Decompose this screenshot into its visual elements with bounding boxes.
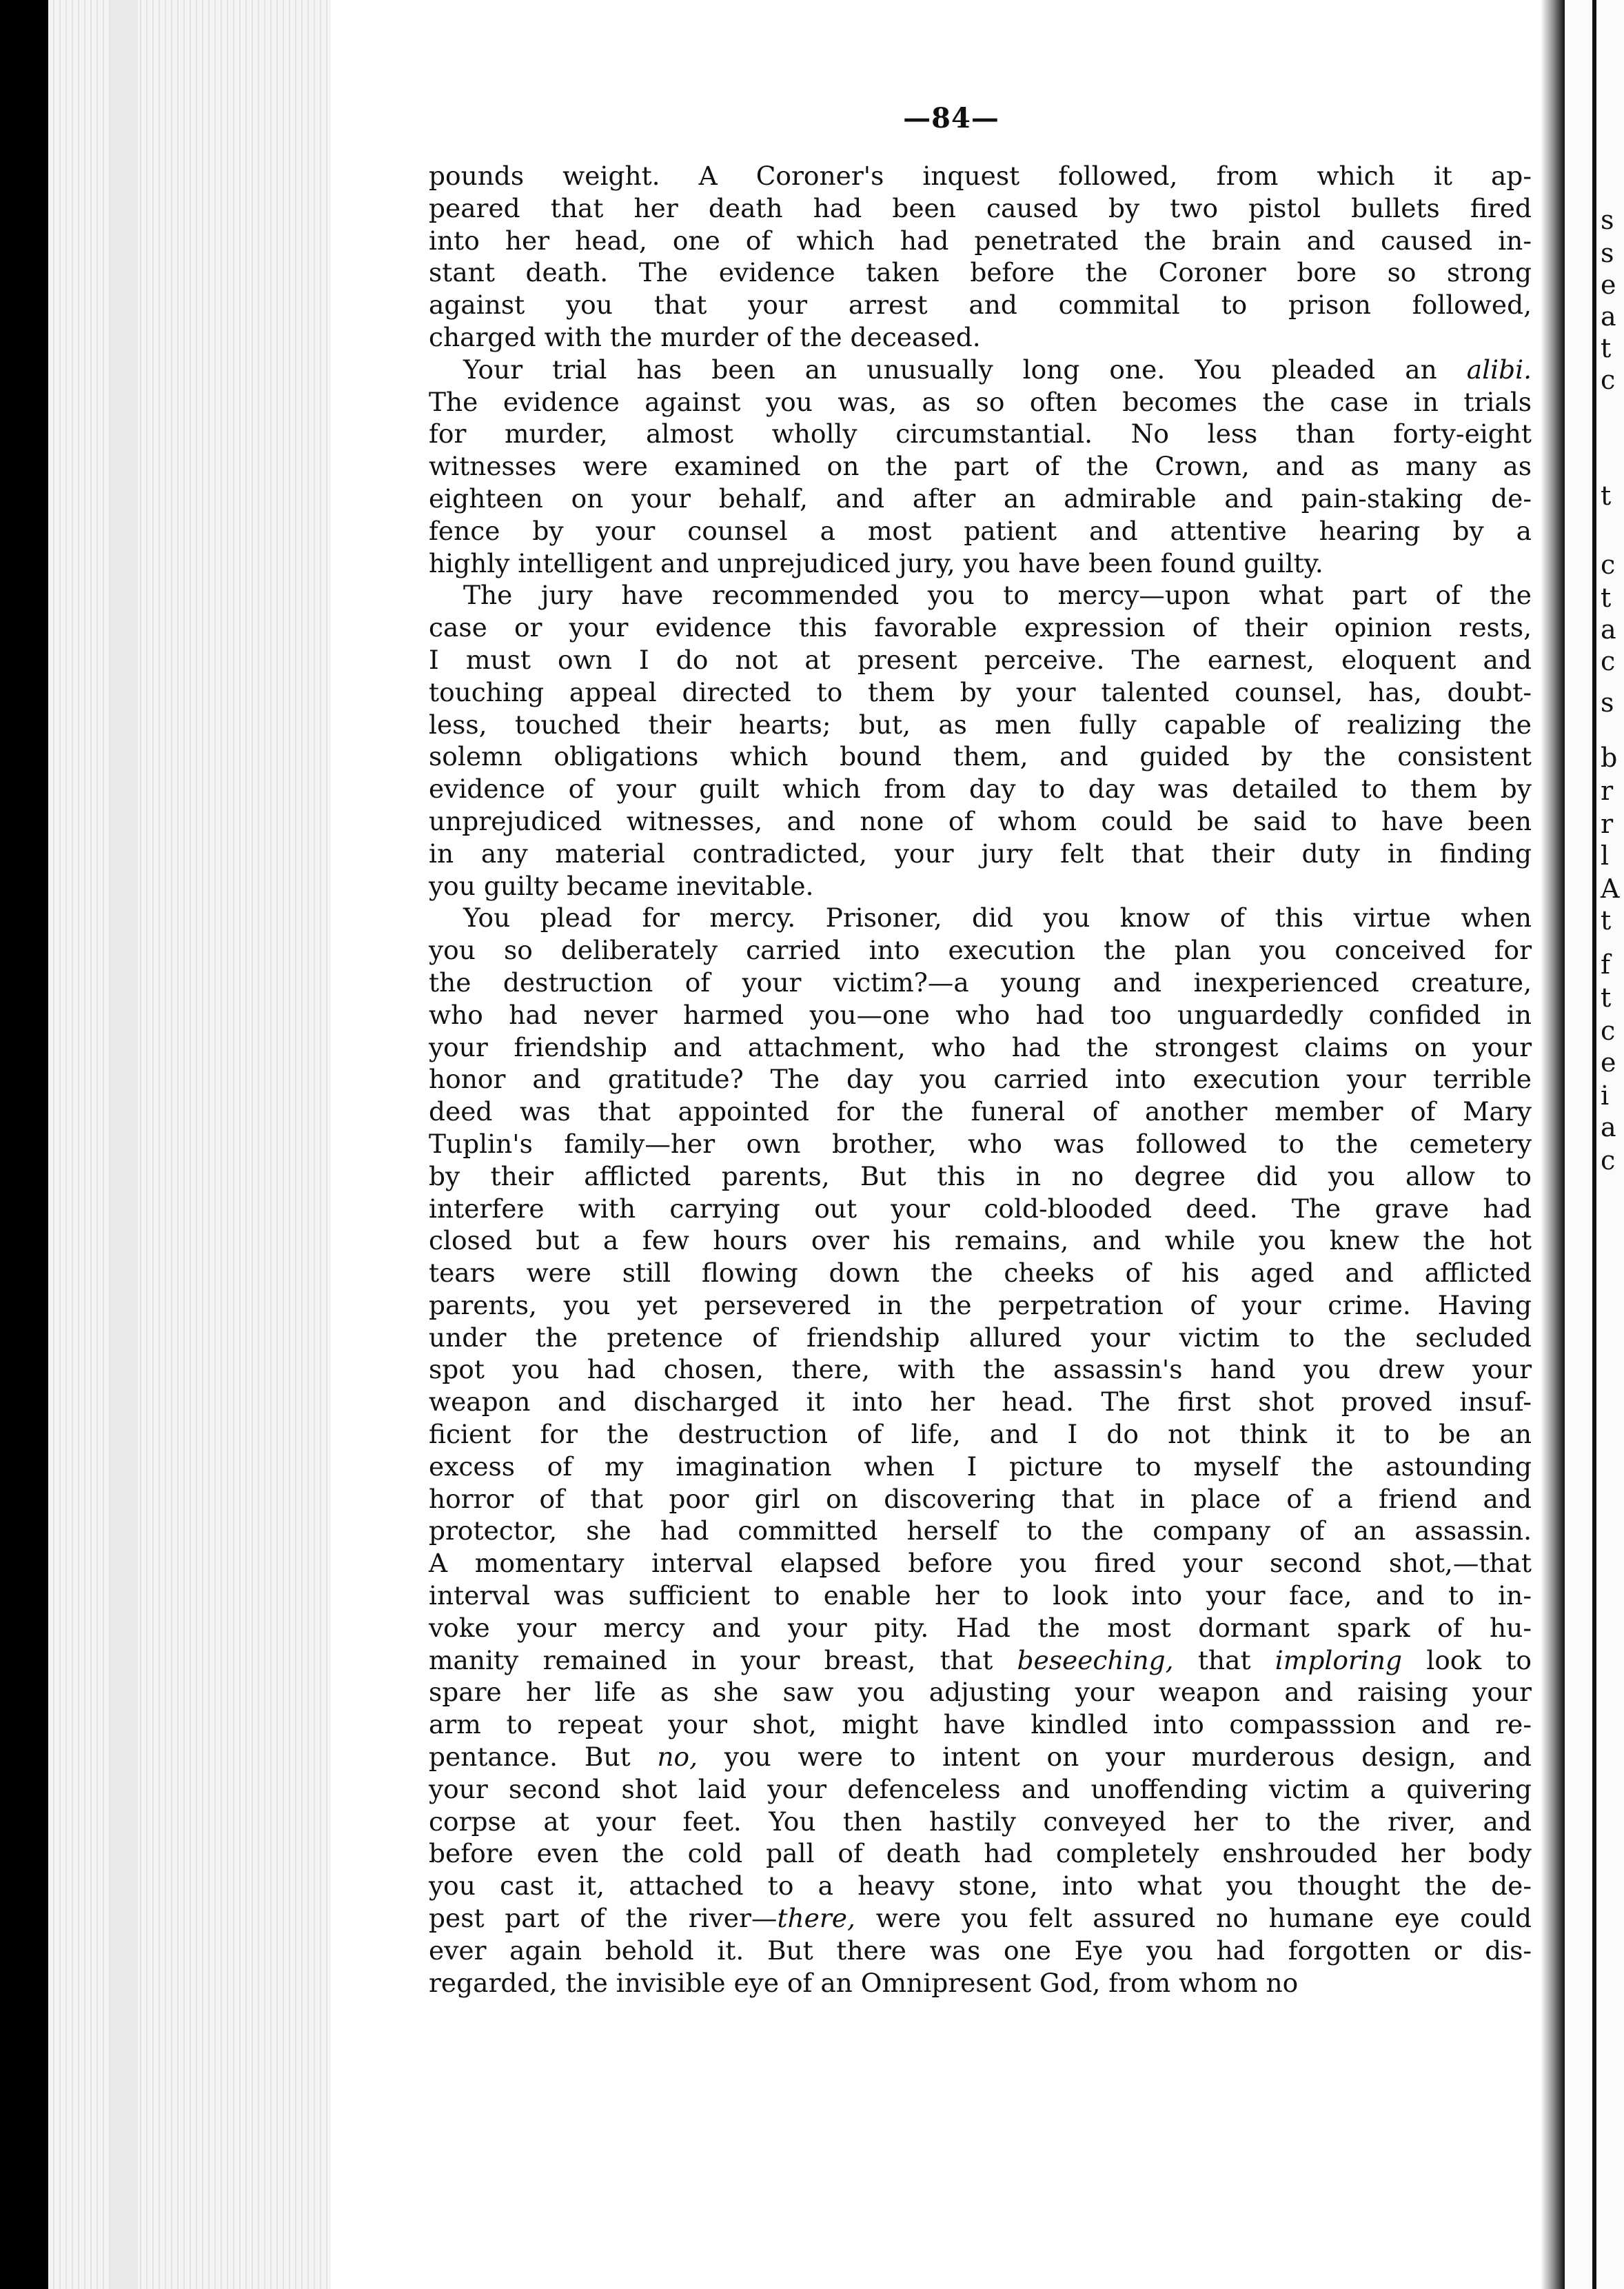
facing-page-letter: r bbox=[1601, 776, 1614, 806]
italic-word: imploring bbox=[1275, 1644, 1402, 1675]
text-line: spare her life as she saw you adjusting your weapon and raising your bbox=[429, 1677, 1532, 1708]
facing-page-letter: e bbox=[1601, 270, 1616, 300]
text-line: unprejudiced witnesses, and none of whom could be said to have been bbox=[429, 805, 1532, 836]
facing-page-letter: e bbox=[1601, 1047, 1616, 1078]
text-line: ever again behold it. But there was one Eye you had forgotten or dis- bbox=[429, 1935, 1532, 1966]
text-line: pounds weight. A Coroner's inquest followed, from which it ap- bbox=[429, 161, 1532, 191]
text-line: peared that her death had been caused by two pistol bullets fired bbox=[429, 192, 1532, 223]
text-line: regarded, the invisible eye of an Omnipresent God, from whom no bbox=[429, 1967, 1299, 1998]
facing-page-letter: r bbox=[1601, 809, 1614, 839]
facing-page-letter: c bbox=[1601, 1016, 1616, 1046]
facing-page-letter: t bbox=[1601, 583, 1612, 613]
text-line: for murder, almost wholly circumstantial. No less than forty-eight bbox=[429, 419, 1532, 450]
text-line: manity remained in your breast, that beseeching, that imploring look to bbox=[429, 1644, 1532, 1675]
facing-page-letter: A bbox=[1601, 874, 1620, 904]
scan-border-left bbox=[0, 0, 48, 2289]
text-line: touching appeal directed to them by your talented counsel, has, doubt- bbox=[429, 676, 1532, 707]
text-line: evidence of your guilt which from day to day was detailed to them by bbox=[429, 774, 1532, 805]
facing-page-letter: t bbox=[1601, 905, 1612, 936]
text-line: parents, you yet persevered in the perpetration of your crime. Having bbox=[429, 1289, 1532, 1320]
text-line: your friendship and attachment, who had the strongest claims on your bbox=[429, 1031, 1532, 1062]
book-binding-edges bbox=[48, 0, 331, 2289]
text-line: A momentary interval elapsed before you fired your second shot,—that bbox=[429, 1548, 1532, 1579]
text-line: Your trial has been an unusually long one. You pleaded an alibi. bbox=[463, 354, 1532, 385]
text-line: protector, she had committed herself to the company of an assassin. bbox=[429, 1515, 1532, 1546]
facing-page-letter: b bbox=[1601, 743, 1618, 773]
text-line: highly intelligent and unprejudiced jury, you have been found guilty. bbox=[429, 547, 1323, 578]
text-line: tears were still flowing down the cheeks of his aged and afflicted bbox=[429, 1258, 1532, 1289]
facing-page-letter: s bbox=[1601, 205, 1614, 235]
italic-word: there, bbox=[777, 1903, 855, 1934]
italic-word: beseeching, bbox=[1017, 1644, 1174, 1675]
text-line: pentance. But no, you were to intent on your murderous design, and bbox=[429, 1742, 1532, 1773]
text-line: by their afflicted parents, But this in no degree did you allow to bbox=[429, 1160, 1532, 1191]
text-line: ficient for the destruction of life, and I do not think it to be an bbox=[429, 1419, 1532, 1450]
facing-page-letter: s bbox=[1601, 687, 1614, 718]
text-line: you cast it, attached to a heavy stone, into what you thought the de- bbox=[429, 1870, 1532, 1902]
text-line: interval was sufficient to enable her to look into your face, and to in- bbox=[429, 1580, 1532, 1611]
page-number: —84— bbox=[903, 102, 999, 134]
text-line: case or your evidence this favorable expression of their opinion rests, bbox=[429, 612, 1532, 643]
text-line: the destruction of your victim?—a young and inexperienced creature, bbox=[429, 967, 1532, 998]
italic-word: no, bbox=[657, 1742, 698, 1773]
text-line: voke your mercy and your pity. Had the most dormant spark of hu- bbox=[429, 1612, 1532, 1643]
text-line: solemn obligations which bound them, and guided by the consistent bbox=[429, 741, 1532, 772]
text-line: charged with the murder of the deceased. bbox=[429, 321, 981, 352]
text-line: witnesses were examined on the part of the Crown, and as many as bbox=[429, 451, 1532, 482]
text-line: horror of that poor girl on discovering that in place of a friend and bbox=[429, 1483, 1532, 1514]
text-line: interfere with carrying out your cold-blooded deed. The grave had bbox=[429, 1193, 1532, 1224]
text-line: who had never harmed you—one who had too unguardedly confided in bbox=[429, 999, 1532, 1030]
text-line: in any material contradicted, your jury felt that their duty in finding bbox=[429, 838, 1532, 869]
text-line: against you that your arrest and commital to prison followed, bbox=[429, 290, 1532, 321]
facing-page-letter: c bbox=[1601, 646, 1616, 676]
facing-page-letter: t bbox=[1601, 982, 1612, 1013]
text-line: you guilty became inevitable. bbox=[429, 870, 814, 901]
text-line: excess of my imagination when I picture to myself the astounding bbox=[429, 1451, 1532, 1482]
facing-page-letter: c bbox=[1601, 1145, 1616, 1176]
text-line: into her head, one of which had penetrated the brain and caused in- bbox=[429, 225, 1532, 256]
facing-page-letter: l bbox=[1601, 840, 1610, 871]
binding-strip bbox=[110, 0, 138, 2289]
text-line: arm to repeat your shot, might have kindled into compasssion and re- bbox=[429, 1709, 1532, 1740]
italic-word: alibi. bbox=[1466, 354, 1532, 385]
text-line: You plead for mercy. Prisoner, did you know of this virtue when bbox=[463, 903, 1532, 934]
facing-page-letters bbox=[1601, 0, 1624, 2289]
facing-page-letter: f bbox=[1601, 949, 1611, 980]
facing-page-letter: s bbox=[1601, 238, 1614, 268]
text-line: spot you had chosen, there, with the assassin's hand you drew your bbox=[429, 1354, 1532, 1385]
text-line: The jury have recommended you to mercy—upon what part of the bbox=[463, 580, 1532, 611]
text-line: honor and gratitude? The day you carried into execution your terrible bbox=[429, 1064, 1532, 1095]
text-line: I must own I do not at present perceive. The earnest, eloquent and bbox=[429, 644, 1532, 675]
facing-page-letter: a bbox=[1601, 301, 1616, 332]
text-line: weapon and discharged it into her head. The first shot proved insuf- bbox=[429, 1386, 1532, 1418]
page-text bbox=[429, 160, 1532, 1999]
text-line: before even the cold pall of death had completely enshrouded her body bbox=[429, 1838, 1532, 1869]
text-line: your second shot laid your defenceless and unoffending victim a quivering bbox=[429, 1773, 1532, 1804]
facing-page-rule bbox=[1592, 0, 1596, 2289]
facing-page-letter: a bbox=[1601, 1112, 1616, 1142]
facing-page-letter: t bbox=[1601, 333, 1612, 363]
facing-page-letter: c bbox=[1601, 365, 1616, 395]
text-line: deed was that appointed for the funeral of another member of Mary bbox=[429, 1096, 1532, 1127]
text-line: closed but a few hours over his remains, and while you knew the hot bbox=[429, 1225, 1532, 1256]
text-line: The evidence against you was, as so often becomes the case in trials bbox=[429, 386, 1532, 417]
text-line: fence by your counsel a most patient and attentive hearing by a bbox=[429, 515, 1532, 546]
text-line: eighteen on your behalf, and after an admirable and pain-staking de- bbox=[429, 483, 1532, 514]
text-line: pest part of the river—there, were you felt assured no humane eye could bbox=[429, 1903, 1532, 1934]
facing-page-letter: i bbox=[1601, 1080, 1610, 1111]
text-line: Tuplin's family—her own brother, who was followed to the cemetery bbox=[429, 1128, 1532, 1159]
text-line: less, touched their hearts; but, as men fully capable of realizing the bbox=[429, 709, 1532, 740]
text-line: corpse at your feet. You then hastily conveyed her to the river, and bbox=[429, 1806, 1532, 1837]
text-line: stant death. The evidence taken before the Coroner bore so strong bbox=[429, 257, 1532, 288]
facing-page-letter: a bbox=[1601, 614, 1616, 645]
text-line: under the pretence of friendship allured your victim to the secluded bbox=[429, 1322, 1532, 1353]
facing-page-letter: c bbox=[1601, 549, 1616, 580]
text-line: you so deliberately carried into execution the plan you conceived for bbox=[429, 935, 1532, 966]
facing-page-letter: t bbox=[1601, 481, 1612, 511]
page-gutter-shadow bbox=[1541, 0, 1565, 2289]
